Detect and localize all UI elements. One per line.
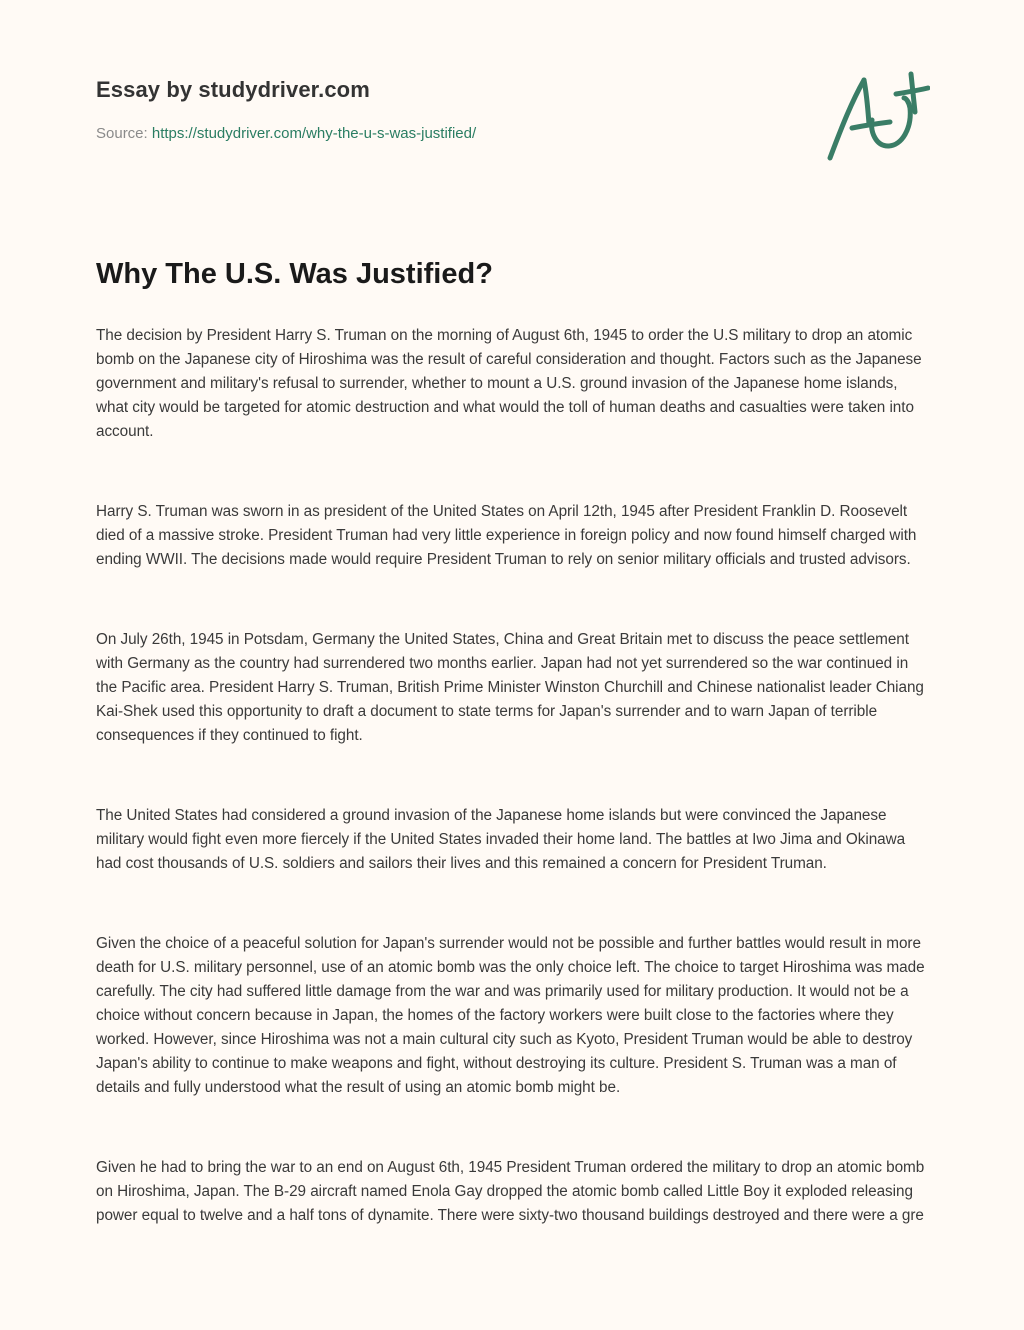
site-title: Essay by studydriver.com bbox=[96, 77, 370, 102]
source-line bbox=[96, 124, 936, 144]
source-link[interactable]: https://studydriver.com/why-the-u-s-was-justified/ bbox=[151, 125, 477, 142]
article bbox=[96, 254, 928, 1284]
article-paragraph: Harry S. Truman was sworn in as president of the United States on April 12th, 1945 after President Franklin D. Roosevelt died of a massive stroke. President Truman had very little experience in foreign policy and now found himself charged with ending WWII. The decisions made would require President Truman to rely on senior military officials and trusted advisors. bbox=[96, 503, 917, 568]
article-paragraph: The decision by President Harry S. Truman on the morning of August 6th, 1945 to order the U.S military to drop an atomic bomb on the Japanese city of Hiroshima was the result of careful consideration and thought. Factors such as the Japanese government and military's refusal to surrender, whether to mount a U.S. ground invasion of the Japanese home islands, what city would be targeted for atomic destruction and what would the toll of human deaths and casualties were taken into account. bbox=[96, 327, 922, 440]
source-label: Source: bbox=[96, 125, 152, 142]
article-paragraph: Given the choice of a peaceful solution for Japan's surrender would not be possible and further battles would result in more death for U.S. military personnel, use of an atomic bomb was the only choice left. The choice to target Hiroshima was made carefully. The city had suffered little damage from the war and was primarily used for military production. It would not be a choice without concern because in Japan, the homes of the factory workers were built close to the factories where they worked. However, since Hiroshima was not a main cultural city such as Kyoto, President Truman would be able to destroy Japan's ability to continue to make weapons and fight, without destroying its culture. President S. Truman was a man of details and fully understood what the result of using an atomic bomb might be. bbox=[96, 935, 925, 1096]
page-header bbox=[96, 76, 936, 144]
article-paragraph: On July 26th, 1945 in Potsdam, Germany the United States, China and Great Britain met to discuss the peace settlement with Germany as the country had surrendered two months earlier. Japan had not yet surrendered so the war continued in the Pacific area. President Harry S. Truman, British Prime Minister Winston Churchill and Chinese nationalist leader Chiang Kai-Shek used this opportunity to draft a document to state terms for Japan's surrender and to warn Japan of terrible consequences if they continued to fight. bbox=[96, 631, 924, 744]
article-paragraph: The United States had considered a ground invasion of the Japanese home islands but were convinced the Japanese military would fight even more fiercely if the United States invaded their home land. The battles at Iwo Jima and Okinawa had cost thousands of U.S. soldiers and sailors their lives and this remained a concern for President Truman. bbox=[96, 807, 906, 872]
article-title: Why The U.S. Was Justified? bbox=[96, 258, 493, 290]
article-paragraph: Given he had to bring the war to an end on August 6th, 1945 President Truman ordered the military to drop an atomic bomb on Hiroshima, Japan. The B-29 aircraft named Enola Gay dropped the atomic bomb called Little Boy it exploded releasing power equal to twelve and a half tons of dynamite. There were sixty-two thousand buildings destroyed and there were a gre bbox=[96, 1159, 925, 1224]
a-plus-grade-icon bbox=[820, 66, 930, 166]
